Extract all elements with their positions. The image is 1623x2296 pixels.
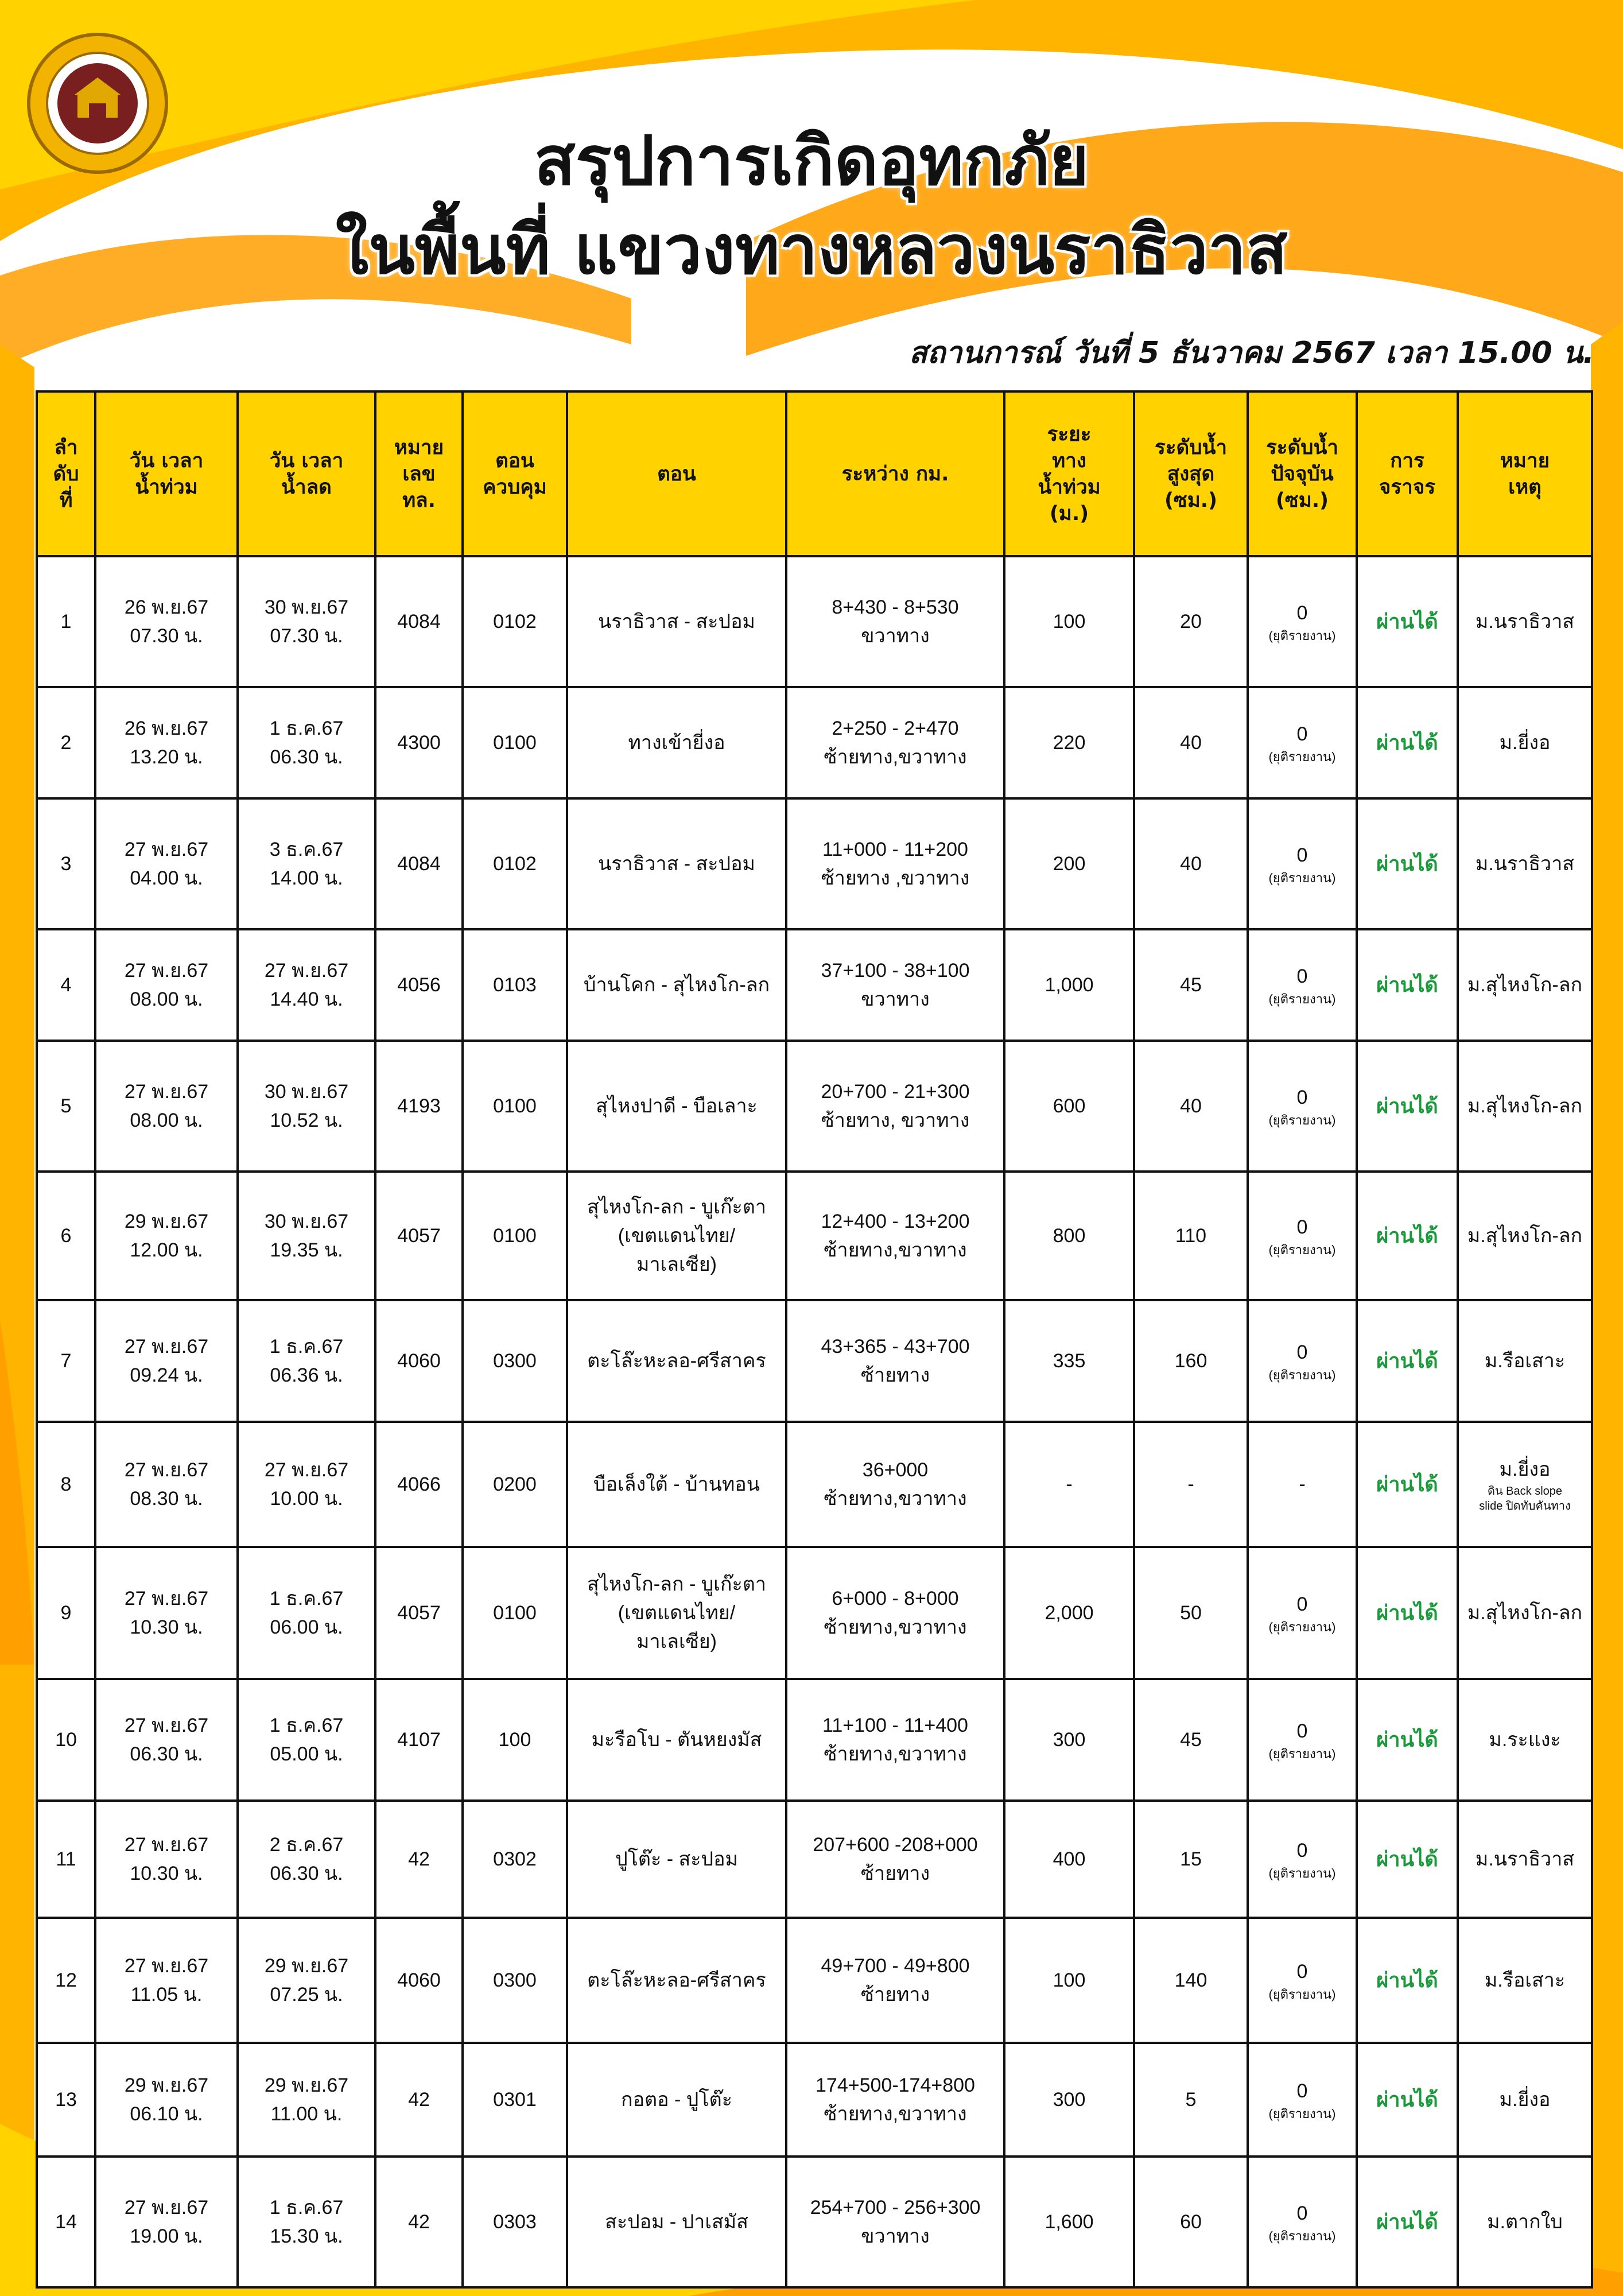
cell-section: นราธิวาส - สะปอม (567, 556, 786, 687)
current-level-value: 0 (1296, 2080, 1308, 2102)
cell-remark (1458, 1918, 1592, 2043)
cell-route: 4300 (375, 687, 463, 798)
cell-traffic-status: ผ่านได้ (1357, 687, 1458, 798)
cell-flood: 29 พ.ย.67 12.00 น. (95, 1172, 238, 1300)
cell-route: 4057 (375, 1547, 463, 1679)
cell-control: 0301 (463, 2043, 567, 2157)
cell-max-level: 40 (1134, 798, 1248, 929)
table-row (37, 687, 1592, 798)
flood-summary-table (36, 390, 1593, 2289)
cell-current-level (1248, 1422, 1357, 1547)
cell-remark (1458, 1547, 1592, 1679)
cell-km: 49+700 - 49+800 ซ้ายทาง (786, 1918, 1004, 2043)
cell-km: 12+400 - 13+200 ซ้ายทาง,ขวาทาง (786, 1172, 1004, 1300)
cell-control: 100 (463, 1679, 567, 1801)
cell-recede: 1 ธ.ค.67 06.30 น. (238, 687, 375, 798)
cell-control: 0102 (463, 798, 567, 929)
cell-max-level: 20 (1134, 556, 1248, 687)
cell-flood: 27 พ.ย.67 08.00 น. (95, 1041, 238, 1172)
cell-recede: 30 พ.ย.67 19.35 น. (238, 1172, 375, 1300)
table-row (37, 2157, 1592, 2287)
cell-distance: - (1004, 1422, 1134, 1547)
current-level-value: 0 (1296, 2202, 1308, 2224)
table-body (37, 556, 1592, 2287)
cell-route: 4084 (375, 798, 463, 929)
remark-main: ม.ระแงะ (1489, 1729, 1561, 1751)
cell-traffic-status: ผ่านได้ (1357, 2157, 1458, 2287)
cell-max-level: 50 (1134, 1547, 1248, 1679)
column-header: วัน เวลา น้ำท่วม (95, 391, 238, 556)
cell-max-level: 110 (1134, 1172, 1248, 1300)
cell-flood: 27 พ.ย.67 11.05 น. (95, 1918, 238, 2043)
cell-remark (1458, 687, 1592, 798)
cell-recede: 1 ธ.ค.67 15.30 น. (238, 2157, 375, 2287)
cell-traffic-status: ผ่านได้ (1357, 1422, 1458, 1547)
current-level-note: (ยุติรายงาน) (1268, 1368, 1336, 1382)
cell-km: 6+000 - 8+000 ซ้ายทาง,ขวาทาง (786, 1547, 1004, 1679)
cell-flood: 27 พ.ย.67 06.30 น. (95, 1679, 238, 1801)
cell-route: 4107 (375, 1679, 463, 1801)
current-level-value: 0 (1296, 1341, 1308, 1363)
cell-no: 8 (37, 1422, 95, 1547)
cell-current-level (1248, 556, 1357, 687)
cell-flood: 29 พ.ย.67 06.10 น. (95, 2043, 238, 2157)
cell-distance: 400 (1004, 1801, 1134, 1918)
cell-km: 20+700 - 21+300 ซ้ายทาง, ขวาทาง (786, 1041, 1004, 1172)
cell-max-level: 40 (1134, 687, 1248, 798)
cell-control: 0300 (463, 1918, 567, 2043)
current-level-value: 0 (1296, 723, 1308, 745)
cell-control: 0100 (463, 1041, 567, 1172)
cell-control: 0100 (463, 1547, 567, 1679)
current-level-note: (ยุติรายงาน) (1268, 1620, 1336, 1634)
cell-current-level (1248, 1300, 1357, 1422)
cell-max-level: 60 (1134, 2157, 1248, 2287)
cell-traffic-status: ผ่านได้ (1357, 556, 1458, 687)
cell-no: 6 (37, 1172, 95, 1300)
cell-section: สุไหงโก-ลก - บูเก๊ะตา (เขตแดนไทย/ มาเลเซีย) (567, 1547, 786, 1679)
current-level-note: (ยุติรายงาน) (1268, 1747, 1336, 1761)
cell-recede: 30 พ.ย.67 10.52 น. (238, 1041, 375, 1172)
current-level-note: (ยุติรายงาน) (1268, 1866, 1336, 1880)
cell-recede: 1 ธ.ค.67 06.36 น. (238, 1300, 375, 1422)
cell-route: 4193 (375, 1041, 463, 1172)
cell-current-level (1248, 1918, 1357, 2043)
table-row (37, 798, 1592, 929)
table-header-row (37, 391, 1592, 556)
cell-traffic-status: ผ่านได้ (1357, 1918, 1458, 2043)
cell-route: 4084 (375, 556, 463, 687)
column-header: ตอน (567, 391, 786, 556)
cell-recede: 3 ธ.ค.67 14.00 น. (238, 798, 375, 929)
cell-distance: 220 (1004, 687, 1134, 798)
cell-route: 42 (375, 1801, 463, 1918)
column-header: การ จราจร (1357, 391, 1458, 556)
cell-section: บือเล็งใต้ - บ้านทอน (567, 1422, 786, 1547)
cell-no: 5 (37, 1041, 95, 1172)
cell-recede: 1 ธ.ค.67 06.00 น. (238, 1547, 375, 1679)
cell-flood: 26 พ.ย.67 13.20 น. (95, 687, 238, 798)
title-line-2: ในพื้นที่ แขวงทางหลวงนราธิวาส (335, 210, 1288, 289)
current-level-note: (ยุติรายงาน) (1268, 1243, 1336, 1257)
current-level-value: 0 (1296, 1593, 1308, 1615)
cell-traffic-status: ผ่านได้ (1357, 1300, 1458, 1422)
table-row (37, 1918, 1592, 2043)
current-level-note: (ยุติรายงาน) (1268, 629, 1336, 643)
cell-max-level: 40 (1134, 1041, 1248, 1172)
cell-flood: 27 พ.ย.67 09.24 น. (95, 1300, 238, 1422)
cell-distance: 1,000 (1004, 929, 1134, 1041)
current-level-note: (ยุติรายงาน) (1268, 992, 1336, 1006)
cell-distance: 200 (1004, 798, 1134, 929)
cell-flood: 27 พ.ย.67 19.00 น. (95, 2157, 238, 2287)
cell-flood: 27 พ.ย.67 08.00 น. (95, 929, 238, 1041)
column-header: ระดับน้ำ ปัจจุบัน (ซม.) (1248, 391, 1357, 556)
column-header: ลำ ดับ ที่ (37, 391, 95, 556)
cell-control: 0200 (463, 1422, 567, 1547)
cell-no: 1 (37, 556, 95, 687)
cell-route: 42 (375, 2157, 463, 2287)
current-level-value: 0 (1296, 1961, 1308, 1983)
remark-main: ม.ยี่งอ (1499, 1459, 1551, 1480)
remark-main: ม.รือเสาะ (1484, 1350, 1566, 1372)
cell-km: 43+365 - 43+700 ซ้ายทาง (786, 1300, 1004, 1422)
cell-km: 174+500-174+800 ซ้ายทาง,ขวาทาง (786, 2043, 1004, 2157)
cell-max-level: 5 (1134, 2043, 1248, 2157)
cell-remark (1458, 1300, 1592, 1422)
cell-recede: 27 พ.ย.67 10.00 น. (238, 1422, 375, 1547)
column-header: วัน เวลา น้ำลด (238, 391, 375, 556)
table-row (37, 1547, 1592, 1679)
cell-section: มะรือโบ - ตันหยงมัส (567, 1679, 786, 1801)
cell-remark (1458, 2157, 1592, 2287)
cell-remark (1458, 1172, 1592, 1300)
column-header: ระยะ ทาง น้ำท่วม (ม.) (1004, 391, 1134, 556)
cell-current-level (1248, 1679, 1357, 1801)
cell-route: 4066 (375, 1422, 463, 1547)
cell-traffic-status: ผ่านได้ (1357, 1801, 1458, 1918)
cell-no: 11 (37, 1801, 95, 1918)
cell-route: 4057 (375, 1172, 463, 1300)
table-row (37, 1422, 1592, 1547)
cell-no: 13 (37, 2043, 95, 2157)
cell-km: 207+600 -208+000 ซ้ายทาง (786, 1801, 1004, 1918)
cell-max-level: 45 (1134, 929, 1248, 1041)
cell-route: 4056 (375, 929, 463, 1041)
current-level-note: (ยุติรายงาน) (1268, 2107, 1336, 2121)
current-level-value: 0 (1296, 1840, 1308, 1861)
cell-section: สะปอม - ปาเสมัส (567, 2157, 786, 2287)
cell-traffic-status: ผ่านได้ (1357, 1547, 1458, 1679)
cell-section: ตะโล๊ะหะลอ-ศรีสาคร (567, 1300, 786, 1422)
column-header: ระดับน้ำ สูงสุด (ซม.) (1134, 391, 1248, 556)
cell-section: กอตอ - ปูโต๊ะ (567, 2043, 786, 2157)
cell-current-level (1248, 1801, 1357, 1918)
cell-route: 4060 (375, 1300, 463, 1422)
cell-section: นราธิวาส - สะปอม (567, 798, 786, 929)
table-row (37, 556, 1592, 687)
cell-control: 0300 (463, 1300, 567, 1422)
cell-km: 11+100 - 11+400 ซ้ายทาง,ขวาทาง (786, 1679, 1004, 1801)
column-header: หมาย เลข ทล. (375, 391, 463, 556)
table-row (37, 1801, 1592, 1918)
current-level-note: (ยุติรายงาน) (1268, 871, 1336, 885)
cell-current-level (1248, 2157, 1357, 2287)
cell-current-level (1248, 1547, 1357, 1679)
cell-distance: 335 (1004, 1300, 1134, 1422)
cell-remark (1458, 798, 1592, 929)
cell-section: สุไหงโก-ลก - บูเก๊ะตา (เขตแดนไทย/ มาเลเซีย) (567, 1172, 786, 1300)
remark-main: ม.นราธิวาส (1475, 611, 1575, 633)
cell-distance: 100 (1004, 556, 1134, 687)
title-line-1: สรุปการเกิดอุทกภัย (534, 121, 1089, 200)
remark-main: ม.ยี่งอ (1499, 2089, 1551, 2111)
cell-remark (1458, 1679, 1592, 1801)
current-level-note: (ยุติรายงาน) (1268, 1987, 1336, 2002)
remark-main: ม.สุไหงโก-ลก (1467, 974, 1583, 996)
table-row (37, 1300, 1592, 1422)
remark-detail: ดิน Back slope slide ปิดทับคันทาง (1479, 1485, 1571, 1512)
cell-distance: 100 (1004, 1918, 1134, 2043)
cell-remark (1458, 556, 1592, 687)
current-level-value: 0 (1296, 1087, 1308, 1108)
cell-control: 0102 (463, 556, 567, 687)
cell-recede: 30 พ.ย.67 07.30 น. (238, 556, 375, 687)
cell-recede: 29 พ.ย.67 07.25 น. (238, 1918, 375, 2043)
current-level-value: 0 (1296, 1720, 1308, 1742)
cell-current-level (1248, 1172, 1357, 1300)
cell-traffic-status: ผ่านได้ (1357, 1172, 1458, 1300)
cell-no: 3 (37, 798, 95, 929)
cell-distance: 1,600 (1004, 2157, 1134, 2287)
current-level-value: - (1299, 1473, 1306, 1495)
current-level-note: (ยุติรายงาน) (1268, 1113, 1336, 1127)
cell-traffic-status: ผ่านได้ (1357, 929, 1458, 1041)
cell-km: 254+700 - 256+300 ขวาทาง (786, 2157, 1004, 2287)
column-header: ระหว่าง กม. (786, 391, 1004, 556)
cell-control: 0100 (463, 1172, 567, 1300)
remark-main: ม.สุไหงโก-ลก (1467, 1225, 1583, 1247)
column-header: หมาย เหตุ (1458, 391, 1592, 556)
cell-max-level: 15 (1134, 1801, 1248, 1918)
remark-main: ม.สุไหงโก-ลก (1467, 1602, 1583, 1624)
cell-km: 36+000 ซ้ายทาง,ขวาทาง (786, 1422, 1004, 1547)
cell-route: 42 (375, 2043, 463, 2157)
cell-section: ทางเข้ายี่งอ (567, 687, 786, 798)
cell-no: 7 (37, 1300, 95, 1422)
cell-distance: 600 (1004, 1041, 1134, 1172)
cell-flood: 27 พ.ย.67 08.30 น. (95, 1422, 238, 1547)
cell-distance: 300 (1004, 1679, 1134, 1801)
cell-current-level (1248, 687, 1357, 798)
cell-remark (1458, 929, 1592, 1041)
table-row (37, 1172, 1592, 1300)
column-header: ตอน ควบคุม (463, 391, 567, 556)
cell-flood: 27 พ.ย.67 10.30 น. (95, 1547, 238, 1679)
remark-main: ม.รือเสาะ (1484, 1969, 1566, 1991)
current-level-value: 0 (1296, 965, 1308, 987)
cell-no: 10 (37, 1679, 95, 1801)
table-row (37, 1041, 1592, 1172)
cell-km: 37+100 - 38+100 ขวาทาง (786, 929, 1004, 1041)
cell-distance: 800 (1004, 1172, 1134, 1300)
cell-recede: 1 ธ.ค.67 05.00 น. (238, 1679, 375, 1801)
current-level-value: 0 (1296, 602, 1308, 624)
cell-section: บ้านโคก - สุไหงโก-ลก (567, 929, 786, 1041)
cell-no: 4 (37, 929, 95, 1041)
cell-km: 11+000 - 11+200 ซ้ายทาง ,ขวาทาง (786, 798, 1004, 929)
cell-max-level: 45 (1134, 1679, 1248, 1801)
current-level-note: (ยุติรายงาน) (1268, 750, 1336, 764)
situation-date: สถานการณ์ วันที่ 5 ธันวาคม 2567 เวลา 15.00 น. (908, 336, 1594, 370)
cell-traffic-status: ผ่านได้ (1357, 1041, 1458, 1172)
cell-traffic-status: ผ่านได้ (1357, 2043, 1458, 2157)
cell-no: 9 (37, 1547, 95, 1679)
cell-recede: 29 พ.ย.67 11.00 น. (238, 2043, 375, 2157)
cell-distance: 300 (1004, 2043, 1134, 2157)
cell-current-level (1248, 929, 1357, 1041)
cell-control: 0302 (463, 1801, 567, 1918)
cell-current-level (1248, 798, 1357, 929)
cell-no: 2 (37, 687, 95, 798)
cell-remark (1458, 1041, 1592, 1172)
cell-distance: 2,000 (1004, 1547, 1134, 1679)
cell-max-level: 140 (1134, 1918, 1248, 2043)
remark-main: ม.นราธิวาส (1475, 853, 1575, 875)
cell-traffic-status: ผ่านได้ (1357, 798, 1458, 929)
cell-route: 4060 (375, 1918, 463, 2043)
cell-max-level: - (1134, 1422, 1248, 1547)
remark-main: ม.ยี่งอ (1499, 732, 1551, 754)
cell-km: 8+430 - 8+530 ขวาทาง (786, 556, 1004, 687)
remark-main: ม.สุไหงโก-ลก (1467, 1095, 1583, 1117)
cell-control: 0303 (463, 2157, 567, 2287)
cell-flood: 26 พ.ย.67 07.30 น. (95, 556, 238, 687)
cell-max-level: 160 (1134, 1300, 1248, 1422)
current-level-value: 0 (1296, 844, 1308, 866)
cell-remark (1458, 2043, 1592, 2157)
cell-control: 0100 (463, 687, 567, 798)
cell-km: 2+250 - 2+470 ซ้ายทาง,ขวาทาง (786, 687, 1004, 798)
cell-remark (1458, 1801, 1592, 1918)
table-row (37, 929, 1592, 1041)
table-row (37, 1679, 1592, 1801)
cell-flood: 27 พ.ย.67 10.30 น. (95, 1801, 238, 1918)
current-level-value: 0 (1296, 1216, 1308, 1238)
cell-traffic-status: ผ่านได้ (1357, 1679, 1458, 1801)
cell-section: ปูโต๊ะ - สะปอม (567, 1801, 786, 1918)
remark-main: ม.นราธิวาส (1475, 1848, 1575, 1870)
cell-control: 0103 (463, 929, 567, 1041)
cell-section: สุไหงปาดี - บือเลาะ (567, 1041, 786, 1172)
cell-section: ตะโล๊ะหะลอ-ศรีสาคร (567, 1918, 786, 2043)
cell-recede: 2 ธ.ค.67 06.30 น. (238, 1801, 375, 1918)
cell-recede: 27 พ.ย.67 14.40 น. (238, 929, 375, 1041)
cell-flood: 27 พ.ย.67 04.00 น. (95, 798, 238, 929)
cell-no: 14 (37, 2157, 95, 2287)
flood-table-container (36, 390, 1591, 2273)
cell-current-level (1248, 1041, 1357, 1172)
table-row (37, 2043, 1592, 2157)
remark-main: ม.ตากใบ (1487, 2211, 1563, 2233)
cell-current-level (1248, 2043, 1357, 2157)
cell-remark (1458, 1422, 1592, 1547)
cell-no: 12 (37, 1918, 95, 2043)
current-level-note: (ยุติรายงาน) (1268, 2229, 1336, 2243)
